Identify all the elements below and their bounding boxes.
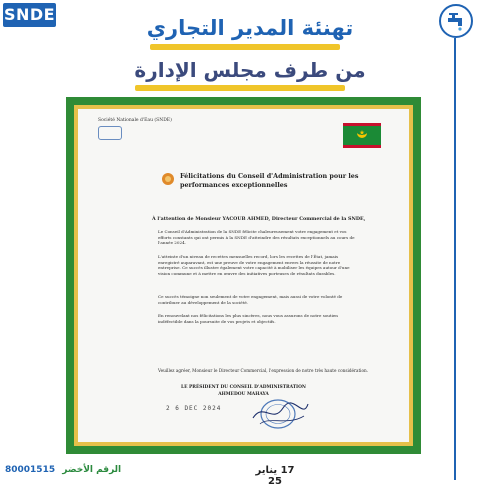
snde-mini-logo-icon [98,126,122,140]
publish-date [250,465,300,487]
certificate-org-name: Société Nationale d'Eau (SNDE) [98,118,172,123]
certificate-paragraph: Ce succès témoigne non seulement de votre engagement, mais aussi de votre volonté de contribuer au développement de la société. [158,294,343,305]
certificate-closing: Veuillez agréer, Monsieur le Directeur Commercial, l'expression de notre très haute considération. [158,368,369,373]
faucet-emblem-icon [439,4,473,38]
title-underline-2 [135,85,345,91]
page-title-line1: تهنئة المدير التجاري [146,16,354,40]
snde-logo: SNDE [3,3,56,27]
date-year: 25 [268,476,282,487]
certificate-frame [66,97,421,454]
date-stamp: 2 6 DEC 2024 [166,405,222,412]
certificate-heading: Félicitations du Conseil d'Administration pour les performances exceptionnelles [180,172,359,189]
green-number [5,465,121,475]
certificate-paragraph: En renouvelant nos félicitations les plus sincères, nous vous assurons de notre soutien indéfectible dans la poursuite de vos projets et objectifs. [158,313,338,324]
signature-stamp-icon [208,394,318,430]
award-seal-icon [160,171,176,187]
certificate-paper [78,109,409,442]
vertical-rule [454,38,456,480]
mauritania-flag-icon [343,123,381,148]
signer-name: AHMEDOU MAHAYA [218,392,269,397]
green-number-value: 80001515 [5,465,56,475]
date-day: 17 [280,465,295,476]
certificate-paragraph: L'atteinte d'un niveau de recettes mensuelles record, lors les recettes de l'État, jamais enregistré auparavant, est une preuve de votre engagement envers la réussite de notre entreprise. Ce succès illustre également votre capacité à mobiliser les équipes autour d'une vision commune et à mettre en œuvre des initiatives porteuses de résultats durables. [158,254,350,276]
page-title-line2: من طرف مجلس الإدارة [134,58,366,82]
certificate-paragraph: Le Conseil d'Administration de la SNDE félicite chaleureusement votre engagement et vos efforts constants qui ont permis à la SNDE d'atteindre des résultats exceptionnels au cours de l'année 2024. [158,229,355,246]
green-number-label: الرقم الأخضر [62,465,122,475]
date-month: يناير [255,465,278,476]
title-underline-1 [150,44,340,50]
certificate-addressee: À l'attention de Monsieur YACOUB AHMED, Directeur Commercial de la SNDE, [152,216,366,222]
president-title: LE PRÉSIDENT DU CONSEIL D'ADMINISTRATION [181,385,306,390]
